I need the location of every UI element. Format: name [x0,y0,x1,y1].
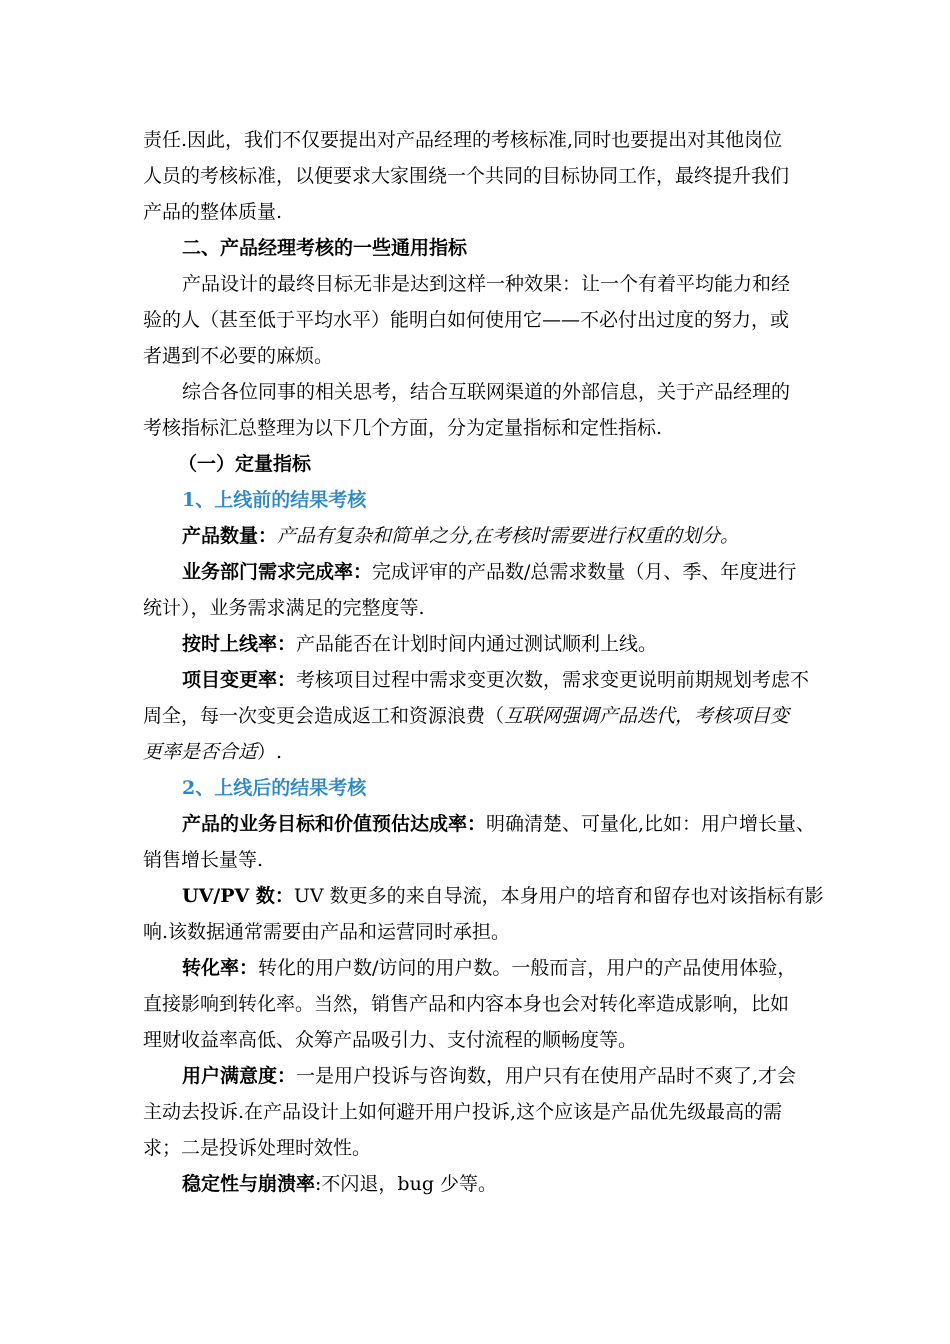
indicator-desc: 产品能否在计划时间内通过测试顺利上线。 [296,633,658,655]
text: 统计），业务需求满足的完整度等. [143,597,425,619]
indicator-line [182,524,739,548]
text: 综合各位同事的相关思考，结合互联网渠道的外部信息，关于产品经理的 [182,381,791,403]
indicator-line [182,632,657,656]
paragraph-line [143,740,282,764]
text: 责任.因此，我们不仅要提出对产品经理的考核标准,同时也要提出对其他岗位 [143,129,783,151]
subsection-heading [178,452,311,476]
indicator-term: 产品的业务目标和价值预估达成率： [182,813,487,835]
indicator-term: 转化率： [182,957,259,979]
indicator-line [182,1064,796,1088]
indicator-desc: 完成评审的产品数/总需求数量（月、季、年度进行 [372,561,797,583]
heading-text: 二、产品经理考核的一些通用指标 [182,237,468,259]
paragraph-line [143,596,425,620]
indicator-term: 项目变更率： [182,669,297,691]
indicator-line [182,1172,497,1196]
paragraph-line [143,1028,637,1052]
indicator-desc: 一是用户投诉与咨询数，用户只有在使用产品时不爽了,才会 [296,1065,797,1087]
paragraph-line [143,992,789,1016]
indicator-term: 按时上线率： [182,633,297,655]
text: 响.该数据通常需要由产品和运营同时承担。 [143,921,511,943]
indicator-line [182,956,796,980]
blue-heading [182,488,366,512]
paragraph-line [143,704,789,728]
paragraph-line [143,416,662,440]
blue-heading [182,776,366,800]
heading-text: 1、上线前的结果考核 [182,489,367,511]
paragraph-line [143,128,782,152]
italic-text: 互联网强调产品迭代，考核项目变 [504,705,790,727]
text: 直接影响到转化率。当然，销售产品和内容本身也会对转化率造成影响，比如 [143,993,790,1015]
text: 求；二是投诉处理时效性。 [143,1137,372,1159]
indicator-desc: 考核项目过程中需求变更次数，需求变更说明前期规划考虑不 [296,669,810,691]
paragraph-line [143,920,510,944]
indicator-term: 用户满意度： [182,1065,297,1087]
text: ）. [257,741,283,763]
indicator-line [182,884,824,908]
paragraph-line [143,164,789,188]
text: 理财收益率高低、众筹产品吸引力、支付流程的顺畅度等。 [143,1029,638,1051]
indicator-term: 业务部门需求完成率： [182,561,373,583]
indicator-desc: 明确清楚、可量化,比如：用户增长量、 [486,813,816,835]
paragraph-line [182,272,790,296]
text: 主动去投诉.在产品设计上如何避开用户投诉,这个应该是产品优先级最高的需 [143,1101,783,1123]
text: 产品的整体质量. [143,201,283,223]
heading-text: （一）定量指标 [178,453,312,475]
text: 者遇到不必要的麻烦。 [143,345,334,367]
indicator-desc: :不闪退，bug 少等。 [315,1173,498,1195]
indicator-term: UV/PV 数： [182,885,294,907]
indicator-desc: 产品有复杂和简单之分,在考核时需要进行权重的划分。 [277,525,740,547]
paragraph-line [143,848,263,872]
text: 考核指标汇总整理为以下几个方面，分为定量指标和定性指标. [143,417,663,439]
indicator-line [182,560,796,584]
text: 产品设计的最终目标无非是达到这样一种效果：让一个有着平均能力和经 [182,273,791,295]
indicator-desc: UV 数更多的来自导流，本身用户的培育和留存也对该指标有影 [293,885,824,907]
paragraph-line [143,1100,782,1124]
heading-text: 2、上线后的结果考核 [182,777,367,799]
text: 周全，每一次变更会造成返工和资源浪费（ [143,705,505,727]
indicator-desc: 转化的用户数/访问的用户数。一般而言，用户的产品使用体验， [258,957,797,979]
indicator-line [182,812,815,836]
indicator-term: 产品数量： [182,525,278,547]
text: 销售增长量等. [143,849,264,871]
paragraph-line [143,200,282,224]
indicator-term: 稳定性与崩溃率 [182,1173,316,1195]
paragraph-line [143,344,333,368]
indicator-line [182,668,809,692]
paragraph-line [143,308,789,332]
paragraph-line [143,1136,371,1160]
italic-text: 更率是否合适 [143,741,258,763]
text: 验的人（甚至低于平均水平）能明白如何使用它——不必付出过度的努力，或 [143,309,790,331]
section-heading [182,236,467,260]
text: 人员的考核标准，以便要求大家围绕一个共同的目标协同工作，最终提升我们 [143,165,790,187]
paragraph-line [182,380,790,404]
